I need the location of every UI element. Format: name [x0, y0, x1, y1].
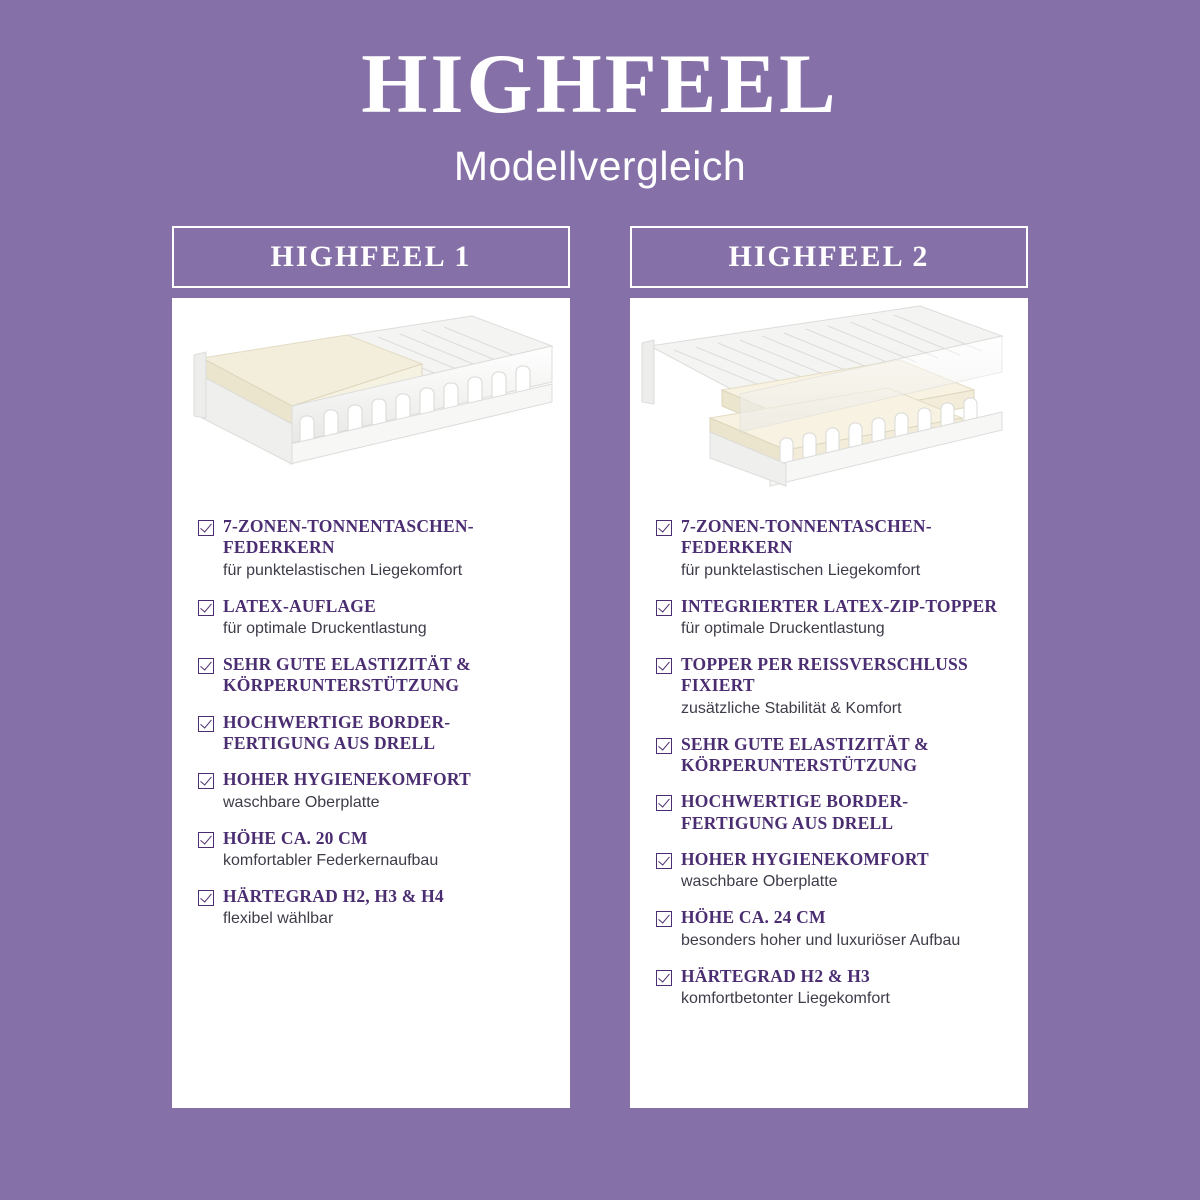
- list-item: [656, 734, 1002, 777]
- check-icon: [198, 716, 214, 732]
- page-header: [0, 0, 1200, 190]
- feature-title: LATEX-AUFLAGE: [223, 595, 376, 616]
- feature-title: HOCHWERTIGE BORDER-FERTIGUNG AUS DRELL: [681, 791, 909, 833]
- page-title: HIGHFEEL: [361, 37, 839, 131]
- product-column-highfeel-2: [630, 226, 1028, 1108]
- check-icon: [198, 658, 214, 674]
- feature-subtitle: komfortabler Federkernaufbau: [223, 852, 439, 870]
- feature-title: SEHR GUTE ELASTIZITÄT & KÖRPERUNTERSTÜTZUNG: [681, 733, 929, 776]
- list-item: [656, 791, 1002, 834]
- list-item: [198, 828, 544, 871]
- feature-title: HÄRTEGRAD H2, H3 & H4: [223, 886, 444, 907]
- feature-list-2: [630, 510, 1028, 1009]
- check-icon: [656, 795, 672, 811]
- column-heading-box-1: [172, 226, 570, 288]
- list-item: [198, 769, 544, 812]
- page-subtitle: Modellvergleich: [453, 143, 747, 189]
- feature-title: 7-ZONEN-TONNENTASCHEN-FEDERKERN: [681, 516, 932, 558]
- feature-subtitle: waschbare Oberplatte: [681, 873, 838, 891]
- feature-subtitle: für punktelastischen Liegekomfort: [223, 561, 463, 579]
- list-item: [198, 516, 544, 581]
- feature-title: 7-ZONEN-TONNENTASCHEN-FEDERKERN: [223, 516, 474, 558]
- product-card-2: [630, 298, 1028, 1108]
- comparison-columns: [0, 226, 1200, 1108]
- check-icon: [656, 853, 672, 869]
- list-item: [198, 712, 544, 755]
- list-item: [656, 654, 1002, 719]
- check-icon: [198, 600, 214, 616]
- check-icon: [198, 773, 214, 789]
- feature-title: HOHER HYGIENEKOMFORT: [223, 769, 471, 790]
- feature-subtitle: besonders hoher und luxuriöser Aufbau: [681, 931, 961, 949]
- feature-title: INTEGRIERTER LATEX-ZIP-TOPPER: [681, 595, 998, 616]
- feature-title: HÖHE CA. 20 CM: [223, 827, 368, 848]
- feature-title: HÖHE CA. 24 CM: [681, 907, 826, 928]
- column-heading-box-2: [630, 226, 1028, 288]
- feature-title: HOHER HYGIENEKOMFORT: [681, 849, 929, 870]
- check-icon: [198, 890, 214, 906]
- list-item: [656, 966, 1002, 1009]
- list-item: [198, 596, 544, 639]
- mattress-image-2: [630, 298, 1028, 510]
- feature-subtitle: zusätzliche Stabilität & Komfort: [681, 699, 902, 717]
- list-item: [656, 596, 1002, 639]
- column-heading-1: HIGHFEEL 1: [270, 240, 472, 273]
- product-column-highfeel-1: [172, 226, 570, 1108]
- feature-subtitle: für optimale Druckentlastung: [681, 620, 885, 638]
- column-heading-2: HIGHFEEL 2: [728, 240, 930, 273]
- check-icon: [656, 520, 672, 536]
- product-card-1: [172, 298, 570, 1108]
- feature-subtitle: für punktelastischen Liegekomfort: [681, 561, 921, 579]
- mattress-image-1: [172, 298, 570, 510]
- feature-subtitle: komfortbetonter Liegekomfort: [681, 990, 890, 1008]
- check-icon: [198, 832, 214, 848]
- mattress-cutaway-icon-1: [172, 298, 570, 510]
- list-item: [198, 654, 544, 697]
- check-icon: [656, 738, 672, 754]
- check-icon: [656, 600, 672, 616]
- mattress-cutaway-icon-2: [630, 298, 1028, 510]
- check-icon: [198, 520, 214, 536]
- list-item: [198, 886, 544, 929]
- list-item: [656, 849, 1002, 892]
- check-icon: [656, 658, 672, 674]
- feature-subtitle: für optimale Druckentlastung: [223, 620, 427, 638]
- feature-subtitle: waschbare Oberplatte: [223, 793, 380, 811]
- list-item: [656, 516, 1002, 581]
- feature-title: HÄRTEGRAD H2 & H3: [681, 965, 870, 986]
- feature-list-1: [172, 510, 570, 929]
- feature-title: SEHR GUTE ELASTIZITÄT & KÖRPERUNTERSTÜTZUNG: [223, 654, 471, 696]
- feature-subtitle: flexibel wählbar: [223, 910, 334, 928]
- feature-title: TOPPER PER REISSVERSCHLUSS FIXIERT: [681, 654, 968, 696]
- check-icon: [656, 911, 672, 927]
- list-item: [656, 907, 1002, 950]
- check-icon: [656, 970, 672, 986]
- feature-title: HOCHWERTIGE BORDER-FERTIGUNG AUS DRELL: [223, 711, 451, 754]
